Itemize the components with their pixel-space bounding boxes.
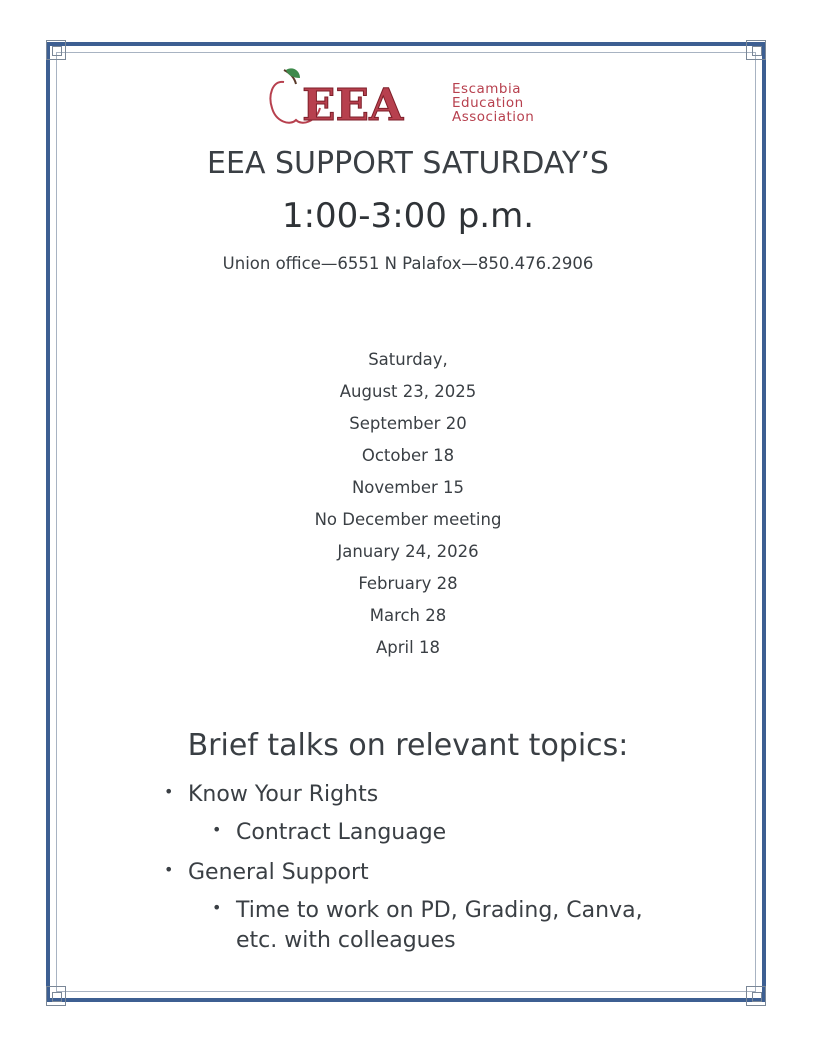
org-name-line: Education <box>452 95 524 111</box>
meeting-dates-list <box>0 344 816 664</box>
date-item: March 28 <box>369 606 447 625</box>
date-item: September 20 <box>349 414 467 433</box>
topic-subitem <box>212 820 447 845</box>
bullet-icon: • <box>164 782 174 801</box>
bullet-icon: • <box>164 860 174 879</box>
svg-text:EEA: EEA <box>302 80 404 128</box>
org-name-line: Escambia <box>452 81 522 97</box>
date-item: April 18 <box>376 638 440 657</box>
topic-text: Know Your Rights <box>188 782 379 807</box>
border-corner-ornament <box>46 40 66 60</box>
date-item: Saturday, <box>368 350 448 369</box>
topic-text: Time to work on PD, Grading, Canva, <box>236 898 643 923</box>
date-item: October 18 <box>361 446 455 465</box>
date-item: No December meeting <box>314 510 502 529</box>
topic-text: Contract Language <box>236 820 447 845</box>
date-item: August 23, 2025 <box>339 382 477 401</box>
eea-initials <box>302 80 404 128</box>
date-item: November 15 <box>351 478 465 497</box>
border-corner-ornament <box>746 986 766 1006</box>
topic-item <box>164 860 369 885</box>
bullet-icon: • <box>212 820 222 839</box>
bullet-icon: • <box>212 898 222 917</box>
page-title: EEA SUPPORT SATURDAY’S <box>207 146 609 181</box>
date-item: February 28 <box>358 574 458 593</box>
topic-subitem-continuation <box>236 928 456 953</box>
topics-heading: Brief talks on relevant topics: <box>187 728 629 763</box>
topic-item <box>164 782 379 807</box>
border-corner-ornament <box>46 986 66 1006</box>
topic-text: General Support <box>188 860 369 885</box>
event-time: 1:00-3:00 p.m. <box>281 196 535 236</box>
org-name <box>452 82 534 124</box>
topic-text: etc. with colleagues <box>236 928 456 953</box>
topic-subitem <box>212 898 643 923</box>
org-name-line: Association <box>452 109 535 125</box>
event-address: Union office—6551 N Palafox—850.476.2906 <box>222 254 594 273</box>
date-item: January 24, 2026 <box>337 542 479 561</box>
border-corner-ornament <box>746 40 766 60</box>
